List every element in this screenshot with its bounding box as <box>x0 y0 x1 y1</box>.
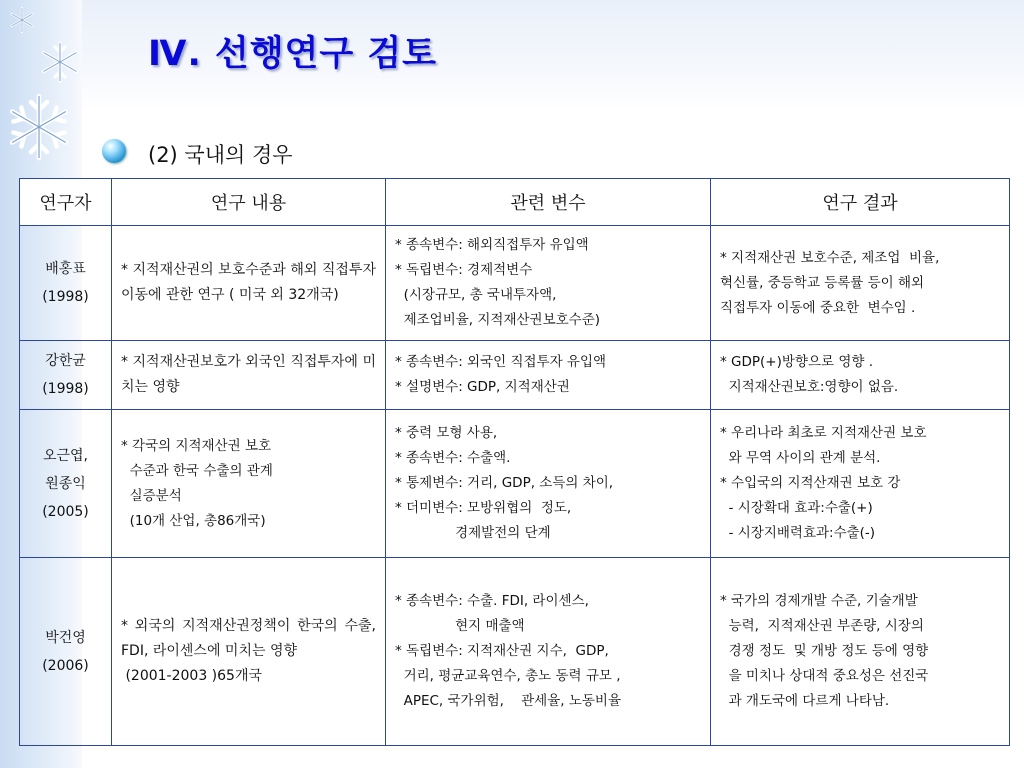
snowflake-large-icon <box>4 92 74 162</box>
content-cell: * 외국의 지적재산권정책이 한국의 수출, FDI, 라이센스에 미치는 영향 (2001-2003 )65개국 <box>112 558 386 746</box>
table-row <box>20 410 1010 558</box>
table-row <box>20 341 1010 410</box>
slide-title: Ⅳ. 선행연구 검토 <box>148 34 437 74</box>
results-cell: * 우리나라 최초로 지적재산권 보호 와 무역 사이의 관계 분석. * 수입국의 지적산재권 보호 강 - 시장확대 효과:수출(+) - 시장지배력효과:수출(-) <box>711 410 1010 558</box>
results-cell: * 국가의 경제개발 수준, 기술개발 능력, 지적재산권 부존량, 시장의 경쟁 정도 및 개방 정도 등에 영향 을 미치나 상대적 중요성은 선진국 과 개도국에 다르게 나타남. <box>711 558 1010 746</box>
section-subtitle: (2) 국내의 경우 <box>148 143 293 167</box>
research-table <box>19 178 1010 746</box>
snowflake-medium-icon <box>38 40 82 84</box>
researcher-cell: 배홍표 (1998) <box>20 226 112 341</box>
table-row <box>20 558 1010 746</box>
snowflake-small-icon <box>8 6 36 34</box>
content-cell: * 각국의 지적재산권 보호 수준과 한국 수출의 관계 실증분석 (10개 산업, 총86개국) <box>112 410 386 558</box>
researcher-cell: 오근엽, 원종익 (2005) <box>20 410 112 558</box>
header-results: 연구 결과 <box>711 179 1010 226</box>
variables-cell: * 종속변수: 해외직접투자 유입액 * 독립변수: 경제적변수 (시장규모, 총 국내투자액, 제조업비율, 지적재산권보호수준) <box>386 226 711 341</box>
header-variables: 관련 변수 <box>386 179 711 226</box>
bullet-sphere-icon <box>102 139 126 163</box>
header-researcher: 연구자 <box>20 179 112 226</box>
content-cell: * 지적재산권의 보호수준과 해외 직접투자이동에 관한 연구 ( 미국 외 32개국) <box>112 226 386 341</box>
table-header-row <box>20 179 1010 226</box>
variables-cell: * 종속변수: 외국인 직접투자 유입액 * 설명변수: GDP, 지적재산권 <box>386 341 711 410</box>
content-cell: * 지적재산권보호가 외국인 직접투자에 미치는 영향 <box>112 341 386 410</box>
results-cell: * 지적재산권 보호수준, 제조업 비율, 혁신률, 중등학교 등록률 등이 해외 직접투자 이동에 중요한 변수임 . <box>711 226 1010 341</box>
variables-cell: * 종속변수: 수출. FDI, 라이센스, 현지 매출액 * 독립변수: 지적재산권 지수, GDP, 거리, 평균교육연수, 총노 동력 규모 , APEC, 국가위험, 관세율, 노동비율 <box>386 558 711 746</box>
header-content: 연구 내용 <box>112 179 386 226</box>
researcher-cell: 박건영 (2006) <box>20 558 112 746</box>
researcher-cell: 강한균 (1998) <box>20 341 112 410</box>
table-row <box>20 226 1010 341</box>
variables-cell: * 중력 모형 사용, * 종속변수: 수출액. * 통제변수: 거리, GDP, 소득의 차이, * 더미변수: 모방위협의 정도, 경제발전의 단계 <box>386 410 711 558</box>
results-cell: * GDP(+)방향으로 영향 . 지적재산권보호:영향이 없음. <box>711 341 1010 410</box>
